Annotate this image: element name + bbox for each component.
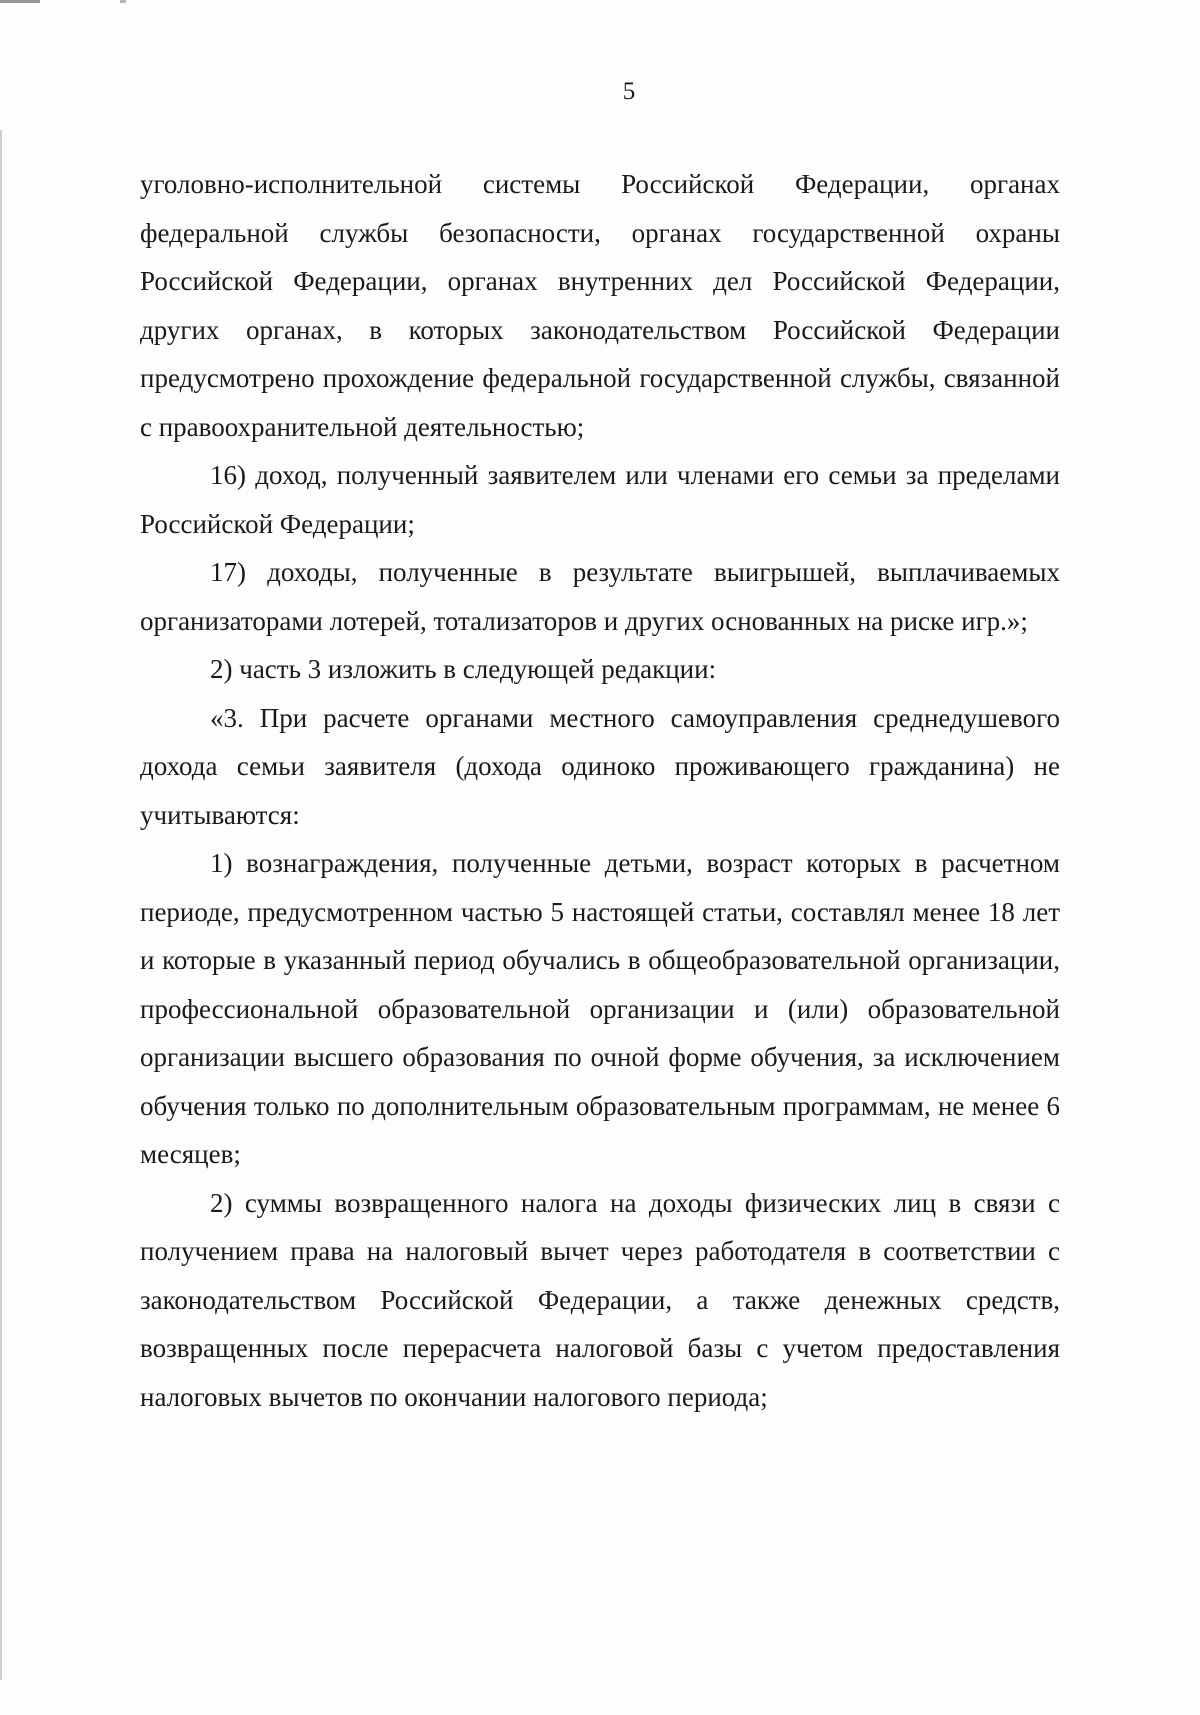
paragraph-part-3-item-1: 1) вознаграждения, полученные детьми, возраст которых в расчетном периоде, предусмотренном частью 5 настоящей статьи, составлял менее 18 лет и которые в указанный период обучались в общеобразовательной организации, профессиональной образовательной организации и (или) образовательной организации высшего образования по очной форме обучения, за исключением обучения только по дополнительным образовательным программам, не менее 6 месяцев; [140, 848, 1060, 1169]
paragraph-item-17: 17) доходы, полученные в результате выигрышей, выплачиваемых организаторами лотерей, тотализаторов и других основанных на риске игр.»; [140, 557, 1060, 636]
page-number: 5 [622, 78, 636, 105]
paragraph-part-3-item-2: 2) суммы возвращенного налога на доходы физических лиц в связи с получением права на налоговый вычет через работодателя в соответствии с законодательством Российской Федерации, а также денежных средств, возвращенных после перерасчета налоговой базы с учетом предоставления налоговых вычетов по окончании налогового периода; [140, 1187, 1060, 1412]
paragraph-item-16: 16) доход, полученный заявителем или членами его семьи за пределами Российской Федерации; [140, 460, 1060, 539]
scan-artifact-top [0, 0, 300, 3]
document-body [140, 160, 1060, 1421]
paragraph-amendment-part-3: 2) часть 3 изложить в следующей редакции: [210, 654, 717, 684]
paragraph-part-3-intro: «3. При расчете органами местного самоуправления среднедушевого дохода семьи заявителя (дохода одиноко проживающего гражданина) не учитываются: [140, 702, 1060, 830]
scan-artifact-left-edge [0, 130, 2, 1680]
paragraph-continuation: уголовно-исполнительной системы Российской Федерации, органах федеральной службы безопасности, органах государственной охраны Российской Федерации, органах внутренних дел Российской Федерации, других органах, в которых законодательством Российской Федерации предусмотрено прохождение федеральной государственной службы, связанной с правоохранительной деятельностью; [140, 169, 1060, 442]
